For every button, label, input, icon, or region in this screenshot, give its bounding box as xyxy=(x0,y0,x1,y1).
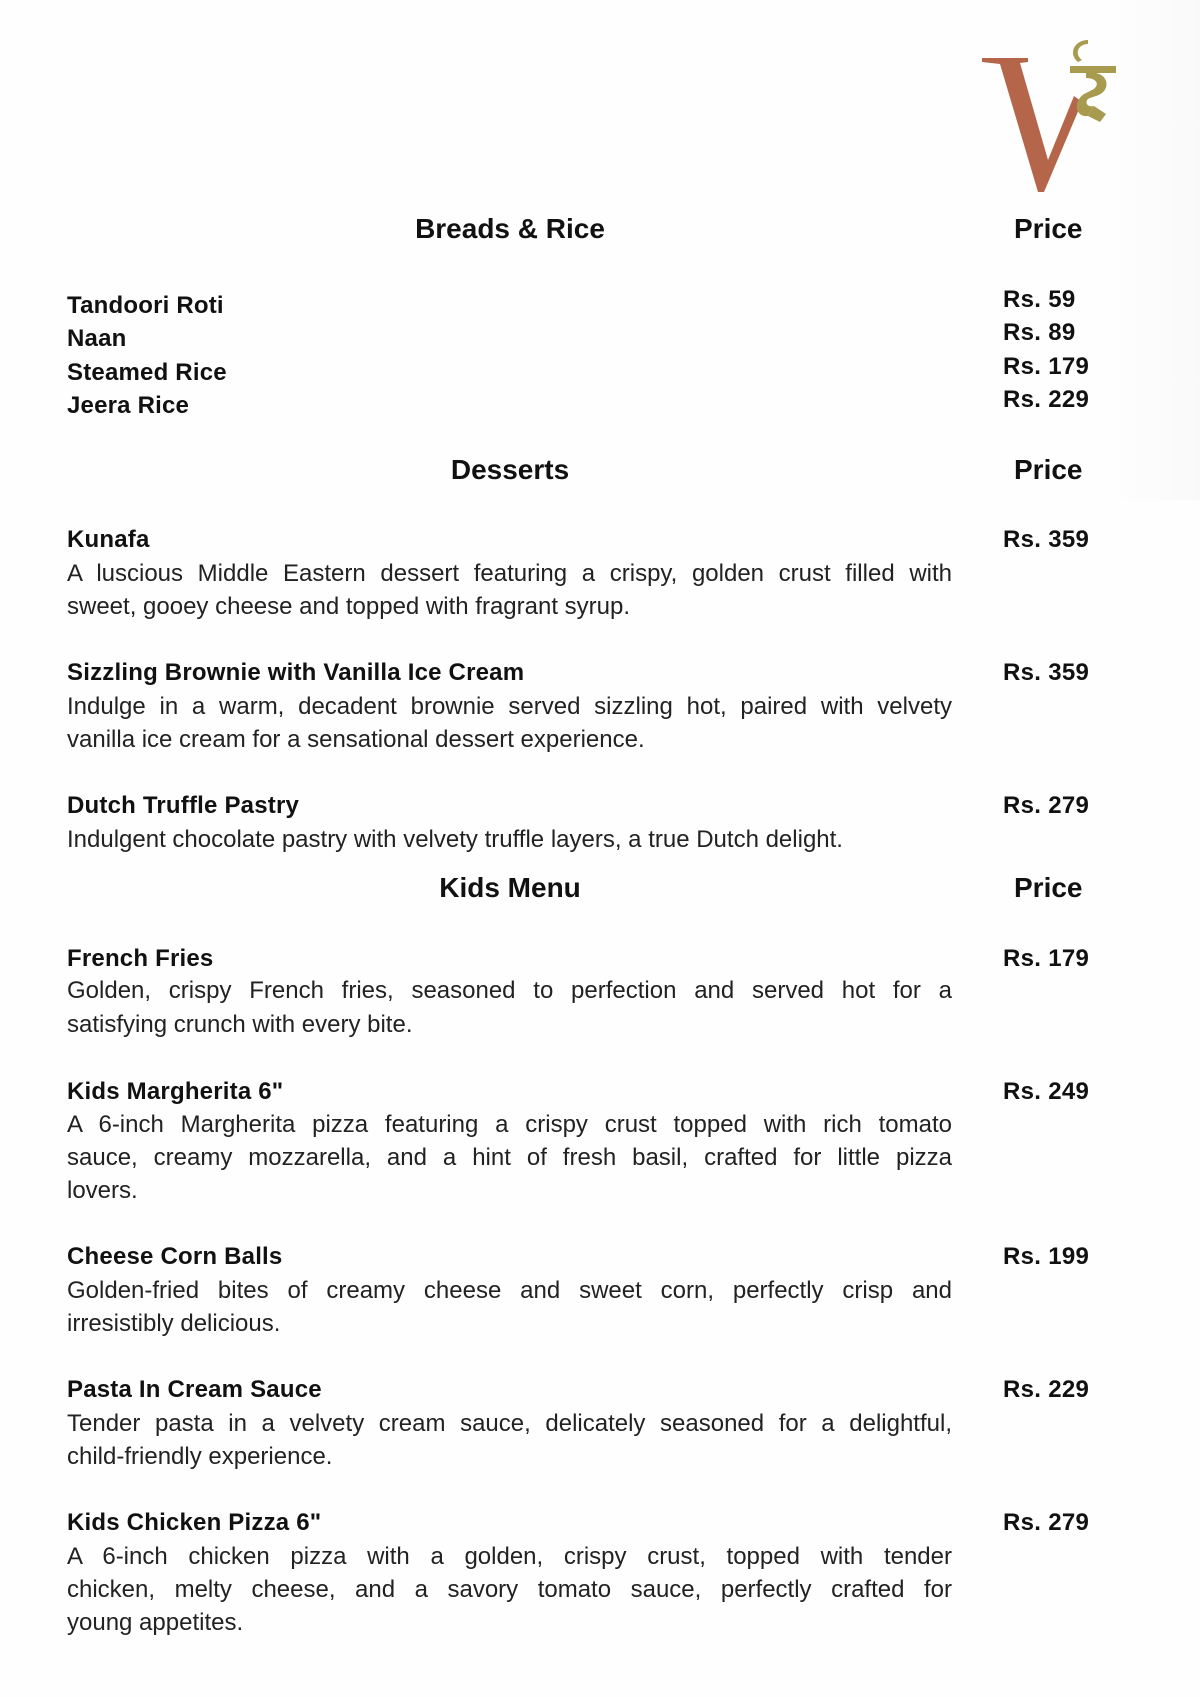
item-price: Rs. 59 xyxy=(1003,286,1076,313)
item-description-line: satisfying crunch with every bite. xyxy=(67,1011,413,1038)
item-name: Jeera Rice xyxy=(67,392,190,419)
section-title-desserts: Desserts xyxy=(450,454,570,485)
item-description-line: sauce, creamy mozzarella, and a hint of fresh basil, crafted for little pizza xyxy=(67,1144,952,1171)
item-name: Naan xyxy=(67,325,127,352)
item-description-line: child-friendly experience. xyxy=(67,1443,333,1470)
restaurant-logo-icon xyxy=(982,40,1122,200)
item-description-line: vanilla ice cream for a sensational dessert experience. xyxy=(67,726,645,753)
item-description-line: A 6-inch Margherita pizza featuring a crispy crust topped with rich tomato xyxy=(67,1111,952,1138)
price-header: Price xyxy=(1014,872,1083,903)
item-price: Rs. 229 xyxy=(1003,1376,1090,1403)
item-price: Rs. 89 xyxy=(1003,319,1076,346)
item-description-line: irresistibly delicious. xyxy=(67,1310,281,1337)
item-name: French Fries xyxy=(67,945,214,972)
item-description-line: chicken, melty cheese, and a savory tomato sauce, perfectly crafted for xyxy=(67,1576,952,1603)
item-name: Cheese Corn Balls xyxy=(67,1243,283,1270)
item-description-line: lovers. xyxy=(67,1177,138,1204)
item-description-line: Golden, crispy French fries, seasoned to perfection and served hot for a xyxy=(67,977,952,1004)
item-price: Rs. 199 xyxy=(1003,1243,1090,1270)
section-title-breads-rice: Breads & Rice xyxy=(415,213,605,244)
item-name: Tandoori Roti xyxy=(67,292,224,319)
item-description-line: A 6-inch chicken pizza with a golden, crispy crust, topped with tender xyxy=(67,1543,952,1570)
item-name: Sizzling Brownie with Vanilla Ice Cream xyxy=(67,659,525,686)
item-name: Kids Margherita 6" xyxy=(67,1078,284,1105)
price-header: Price xyxy=(1014,213,1083,244)
item-description-line: Golden-fried bites of creamy cheese and sweet corn, perfectly crisp and xyxy=(67,1277,952,1304)
item-description-line: Indulgent chocolate pastry with velvety truffle layers, a true Dutch delight. xyxy=(67,826,843,853)
item-price: Rs. 279 xyxy=(1003,792,1090,819)
item-description-line: young appetites. xyxy=(67,1609,244,1636)
item-price: Rs. 229 xyxy=(1003,386,1090,413)
price-header: Price xyxy=(1014,454,1083,485)
item-description-line: sweet, gooey cheese and topped with fragrant syrup. xyxy=(67,593,631,620)
item-price: Rs. 359 xyxy=(1003,659,1090,686)
edge-shading xyxy=(1110,0,1200,500)
item-name: Dutch Truffle Pastry xyxy=(67,792,300,819)
item-name: Steamed Rice xyxy=(67,359,227,386)
item-price: Rs. 359 xyxy=(1003,526,1090,553)
item-price: Rs. 179 xyxy=(1003,945,1090,972)
section-title-kids-menu: Kids Menu xyxy=(439,872,581,903)
item-description-line: Indulge in a warm, decadent brownie served sizzling hot, paired with velvety xyxy=(67,693,952,720)
item-description-line: Tender pasta in a velvety cream sauce, delicately seasoned for a delightful, xyxy=(67,1410,952,1437)
item-name: Pasta In Cream Sauce xyxy=(67,1376,322,1403)
item-price: Rs. 249 xyxy=(1003,1078,1090,1105)
item-name: Kids Chicken Pizza 6" xyxy=(67,1509,322,1536)
item-name: Kunafa xyxy=(67,526,150,553)
item-description-line: A luscious Middle Eastern dessert featuring a crispy, golden crust filled with xyxy=(67,560,952,587)
item-price: Rs. 279 xyxy=(1003,1509,1090,1536)
item-price: Rs. 179 xyxy=(1003,353,1090,380)
